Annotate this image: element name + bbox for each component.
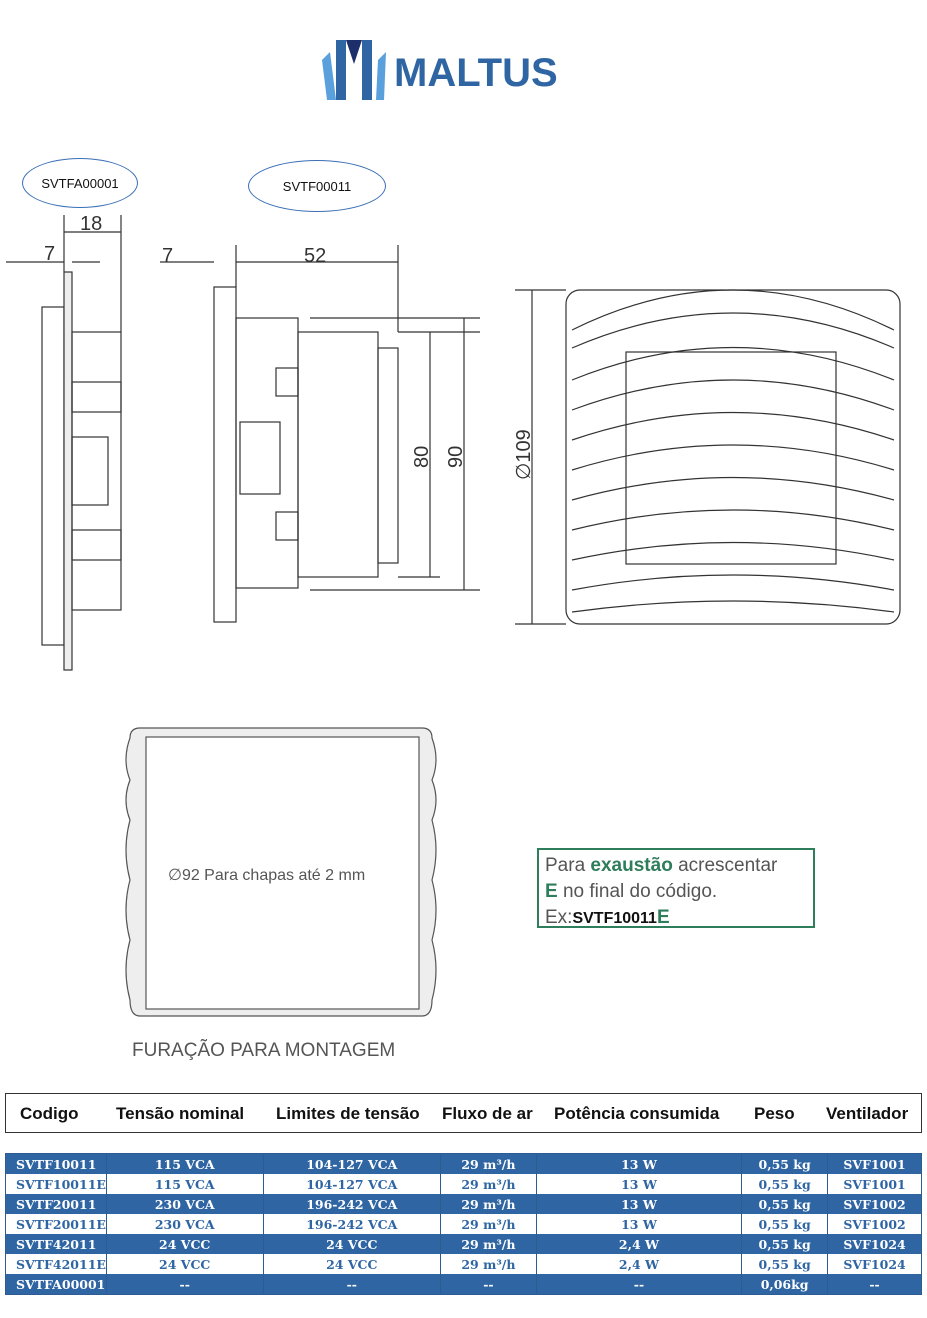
table-cell: 0,55 kg — [742, 1214, 828, 1234]
note-text: Ex: — [545, 907, 573, 928]
table-row — [6, 1154, 922, 1175]
table-cell: SVF1024 — [828, 1254, 922, 1274]
header-peso: Peso — [754, 1104, 795, 1123]
table-cell: SVF1024 — [828, 1234, 922, 1254]
table-cell: -- — [536, 1274, 741, 1295]
header-tensao-nominal: Tensão nominal — [116, 1104, 245, 1123]
table-cell: SVTF20011E — [6, 1214, 107, 1234]
table-cell: 24 VCC — [263, 1234, 441, 1254]
table-cell: SVTF20011 — [6, 1194, 107, 1214]
table-cell: 24 VCC — [106, 1254, 263, 1274]
table-row — [6, 1254, 922, 1274]
table-cell: 29 m³/h — [441, 1234, 537, 1254]
header-codigo: Codigo — [20, 1104, 79, 1123]
table-row — [6, 1274, 922, 1295]
table-row — [6, 1194, 922, 1214]
table-cell: SVF1002 — [828, 1194, 922, 1214]
table-cell: -- — [441, 1274, 537, 1295]
table-cell: SVTF42011 — [6, 1234, 107, 1254]
logo-text: MALTUS — [394, 51, 558, 95]
table-cell: 0,55 kg — [742, 1194, 828, 1214]
table-cell: 13 W — [536, 1154, 741, 1175]
table-cell: 2,4 W — [536, 1254, 741, 1274]
table-cell: 0,55 kg — [742, 1154, 828, 1175]
table-row — [6, 1234, 922, 1254]
table-row — [6, 1174, 922, 1194]
note-text: acrescentar — [672, 855, 778, 876]
table-cell: 115 VCA — [106, 1174, 263, 1194]
note-text: Para — [545, 855, 591, 876]
header-limites-tensao: Limites de tensão — [276, 1104, 420, 1123]
table-cell: 0,55 kg — [742, 1174, 828, 1194]
front-view-grille — [515, 290, 900, 624]
dim-90: 90 — [445, 445, 467, 468]
header-ventilador: Ventilador — [826, 1104, 909, 1123]
table-cell: 230 VCA — [106, 1214, 263, 1234]
note-line-1 — [545, 853, 807, 879]
note-highlight: E — [656, 907, 670, 928]
table-cell: 24 VCC — [106, 1234, 263, 1254]
table-cell: 0,55 kg — [742, 1254, 828, 1274]
model-label-fan — [248, 160, 386, 212]
model-label-fan-text: SVTF00011 — [282, 178, 352, 194]
dim-80: 80 — [411, 445, 433, 468]
table-cell: 2,4 W — [536, 1234, 741, 1254]
table-cell: 13 W — [536, 1194, 741, 1214]
note-text: no final do código. — [557, 881, 718, 902]
table-cell: -- — [828, 1274, 922, 1295]
table-cell: 13 W — [536, 1174, 741, 1194]
table-cell: SVF1002 — [828, 1214, 922, 1234]
table-cell: 115 VCA — [106, 1154, 263, 1175]
table-cell: 13 W — [536, 1214, 741, 1234]
dim-7-mid: 7 — [162, 245, 174, 267]
dim-109: ∅109 — [513, 429, 535, 480]
side-view-fan — [160, 245, 480, 622]
note-highlight: E — [545, 881, 558, 902]
side-view-filter — [6, 215, 121, 670]
table-cell: 196-242 VCA — [263, 1214, 441, 1234]
table-cell: 0,06kg — [742, 1274, 828, 1295]
header-potencia: Potência consumida — [554, 1104, 720, 1123]
table-cell: -- — [106, 1274, 263, 1295]
table-cell: SVTF42011E — [6, 1254, 107, 1274]
mounting-hole-text: ∅92 Para chapas até 2 mm — [168, 867, 366, 884]
mounting-caption: FURAÇÃO PARA MONTAGEM — [132, 1040, 396, 1061]
model-label-filter-text: SVTFA00001 — [41, 175, 119, 191]
note-code: SVTF10011 — [572, 910, 657, 927]
dim-18: 18 — [80, 213, 103, 235]
header-fluxo-ar: Fluxo de ar — [442, 1104, 533, 1123]
dim-7-left: 7 — [44, 243, 56, 265]
table-cell: 29 m³/h — [441, 1154, 537, 1175]
table-cell: 29 m³/h — [441, 1254, 537, 1274]
table-cell: SVTFA00001 — [6, 1274, 107, 1295]
table-cell: 230 VCA — [106, 1194, 263, 1214]
table-cell: 104-127 VCA — [263, 1154, 441, 1175]
table-cell: 196-242 VCA — [263, 1194, 441, 1214]
model-label-filter — [22, 158, 138, 208]
table-cell: 104-127 VCA — [263, 1174, 441, 1194]
table-cell: -- — [263, 1274, 441, 1295]
table-row — [6, 1214, 922, 1234]
table-header — [5, 1093, 922, 1133]
note-line-2 — [545, 879, 807, 905]
spec-table — [5, 1153, 922, 1295]
table-cell: 24 VCC — [263, 1254, 441, 1274]
table-cell: 0,55 kg — [742, 1234, 828, 1254]
table-cell: SVTF10011E — [6, 1174, 107, 1194]
maltus-logo — [322, 40, 558, 100]
table-cell: SVF1001 — [828, 1154, 922, 1175]
table-cell: 29 m³/h — [441, 1194, 537, 1214]
table-cell: SVF1001 — [828, 1174, 922, 1194]
note-line-3 — [545, 905, 807, 932]
table-cell: SVTF10011 — [6, 1154, 107, 1175]
note-highlight: exaustão — [590, 855, 673, 876]
table-cell: 29 m³/h — [441, 1174, 537, 1194]
table-cell: 29 m³/h — [441, 1214, 537, 1234]
exhaust-note — [537, 848, 815, 928]
dim-52: 52 — [304, 245, 327, 267]
